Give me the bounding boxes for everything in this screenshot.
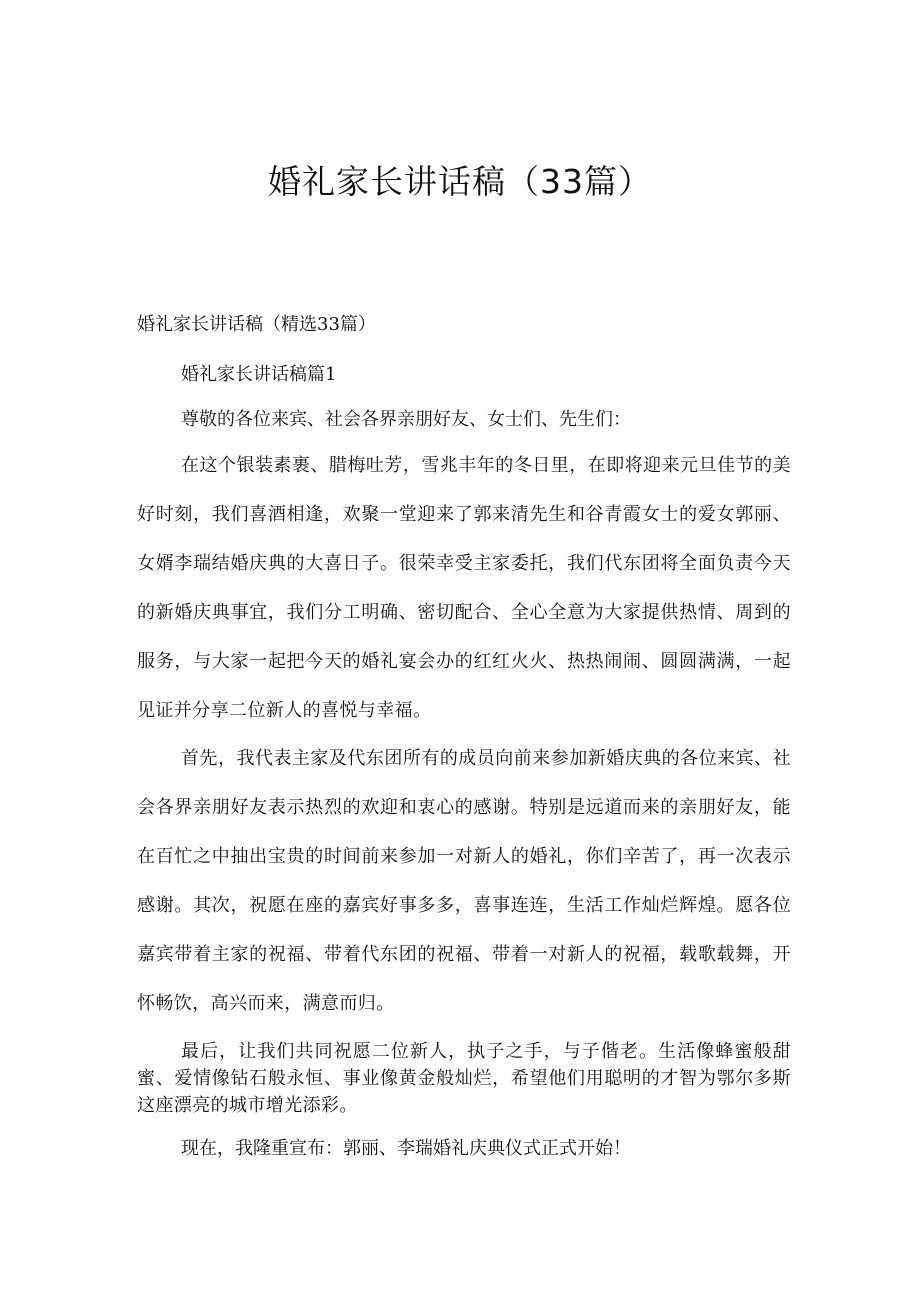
paragraph-blessing: 最后，让我们共同祝愿二位新人，执子之手，与子偕老。生活像蜂蜜般甜蜜、爱情像钻石般永恒、事业像黄金般灿烂，希望他们用聪明的才智为鄂尔多斯这座漂亮的城市增光添彩。	[137, 1041, 791, 1116]
paragraph-thanks: 首先，我代表主家及代东团所有的成员向前来参加新婚庆典的各位来宾、社会各界亲朋好友表示热烈的欢迎和衷心的感谢。特别是远道而来的亲朋好友，能在百忙之中抽出宝贵的时间前来参加一对新人的婚礼，你们辛苦了，再一次表示感谢。其次，祝愿在座的嘉宾好事多多，喜事连连，生活工作灿烂辉煌。愿各位嘉宾带着主家的祝福、带着代东团的祝福、带着一对新人的祝福，载歌载舞，开怀畅饮，高兴而来，满意而归。	[137, 748, 791, 1014]
paragraph-opening: 在这个银装素裹、腊梅吐芳，雪兆丰年的冬日里，在即将迎来元旦佳节的美好时刻，我们喜酒相逢，欢聚一堂迎来了郭来清先生和谷青霞女士的爱女郭丽、女婿李瑞结婚庆典的大喜日子。很荣幸受主家委托，我们代东团将全面负责今天的新婚庆典事宜，我们分工明确、密切配合、全心全意为大家提供热情、周到的服务，与大家一起把今天的婚礼宴会办的红红火火、热热闹闹、圆圆满满，一起见证并分享二位新人的喜悦与幸福。	[137, 455, 791, 721]
paragraph-announcement: 现在，我隆重宣布：郭丽、李瑞婚礼庆典仪式正式开始！	[181, 1138, 631, 1159]
document-subtitle: 婚礼家长讲话稿（精选33篇）	[137, 314, 376, 335]
salutation: 尊敬的各位来宾、社会各界亲朋好友、女士们、先生们：	[181, 409, 631, 430]
section-heading: 婚礼家长讲话稿篇1	[181, 364, 337, 385]
document-title: 婚礼家长讲话稿（33篇）	[268, 162, 652, 201]
